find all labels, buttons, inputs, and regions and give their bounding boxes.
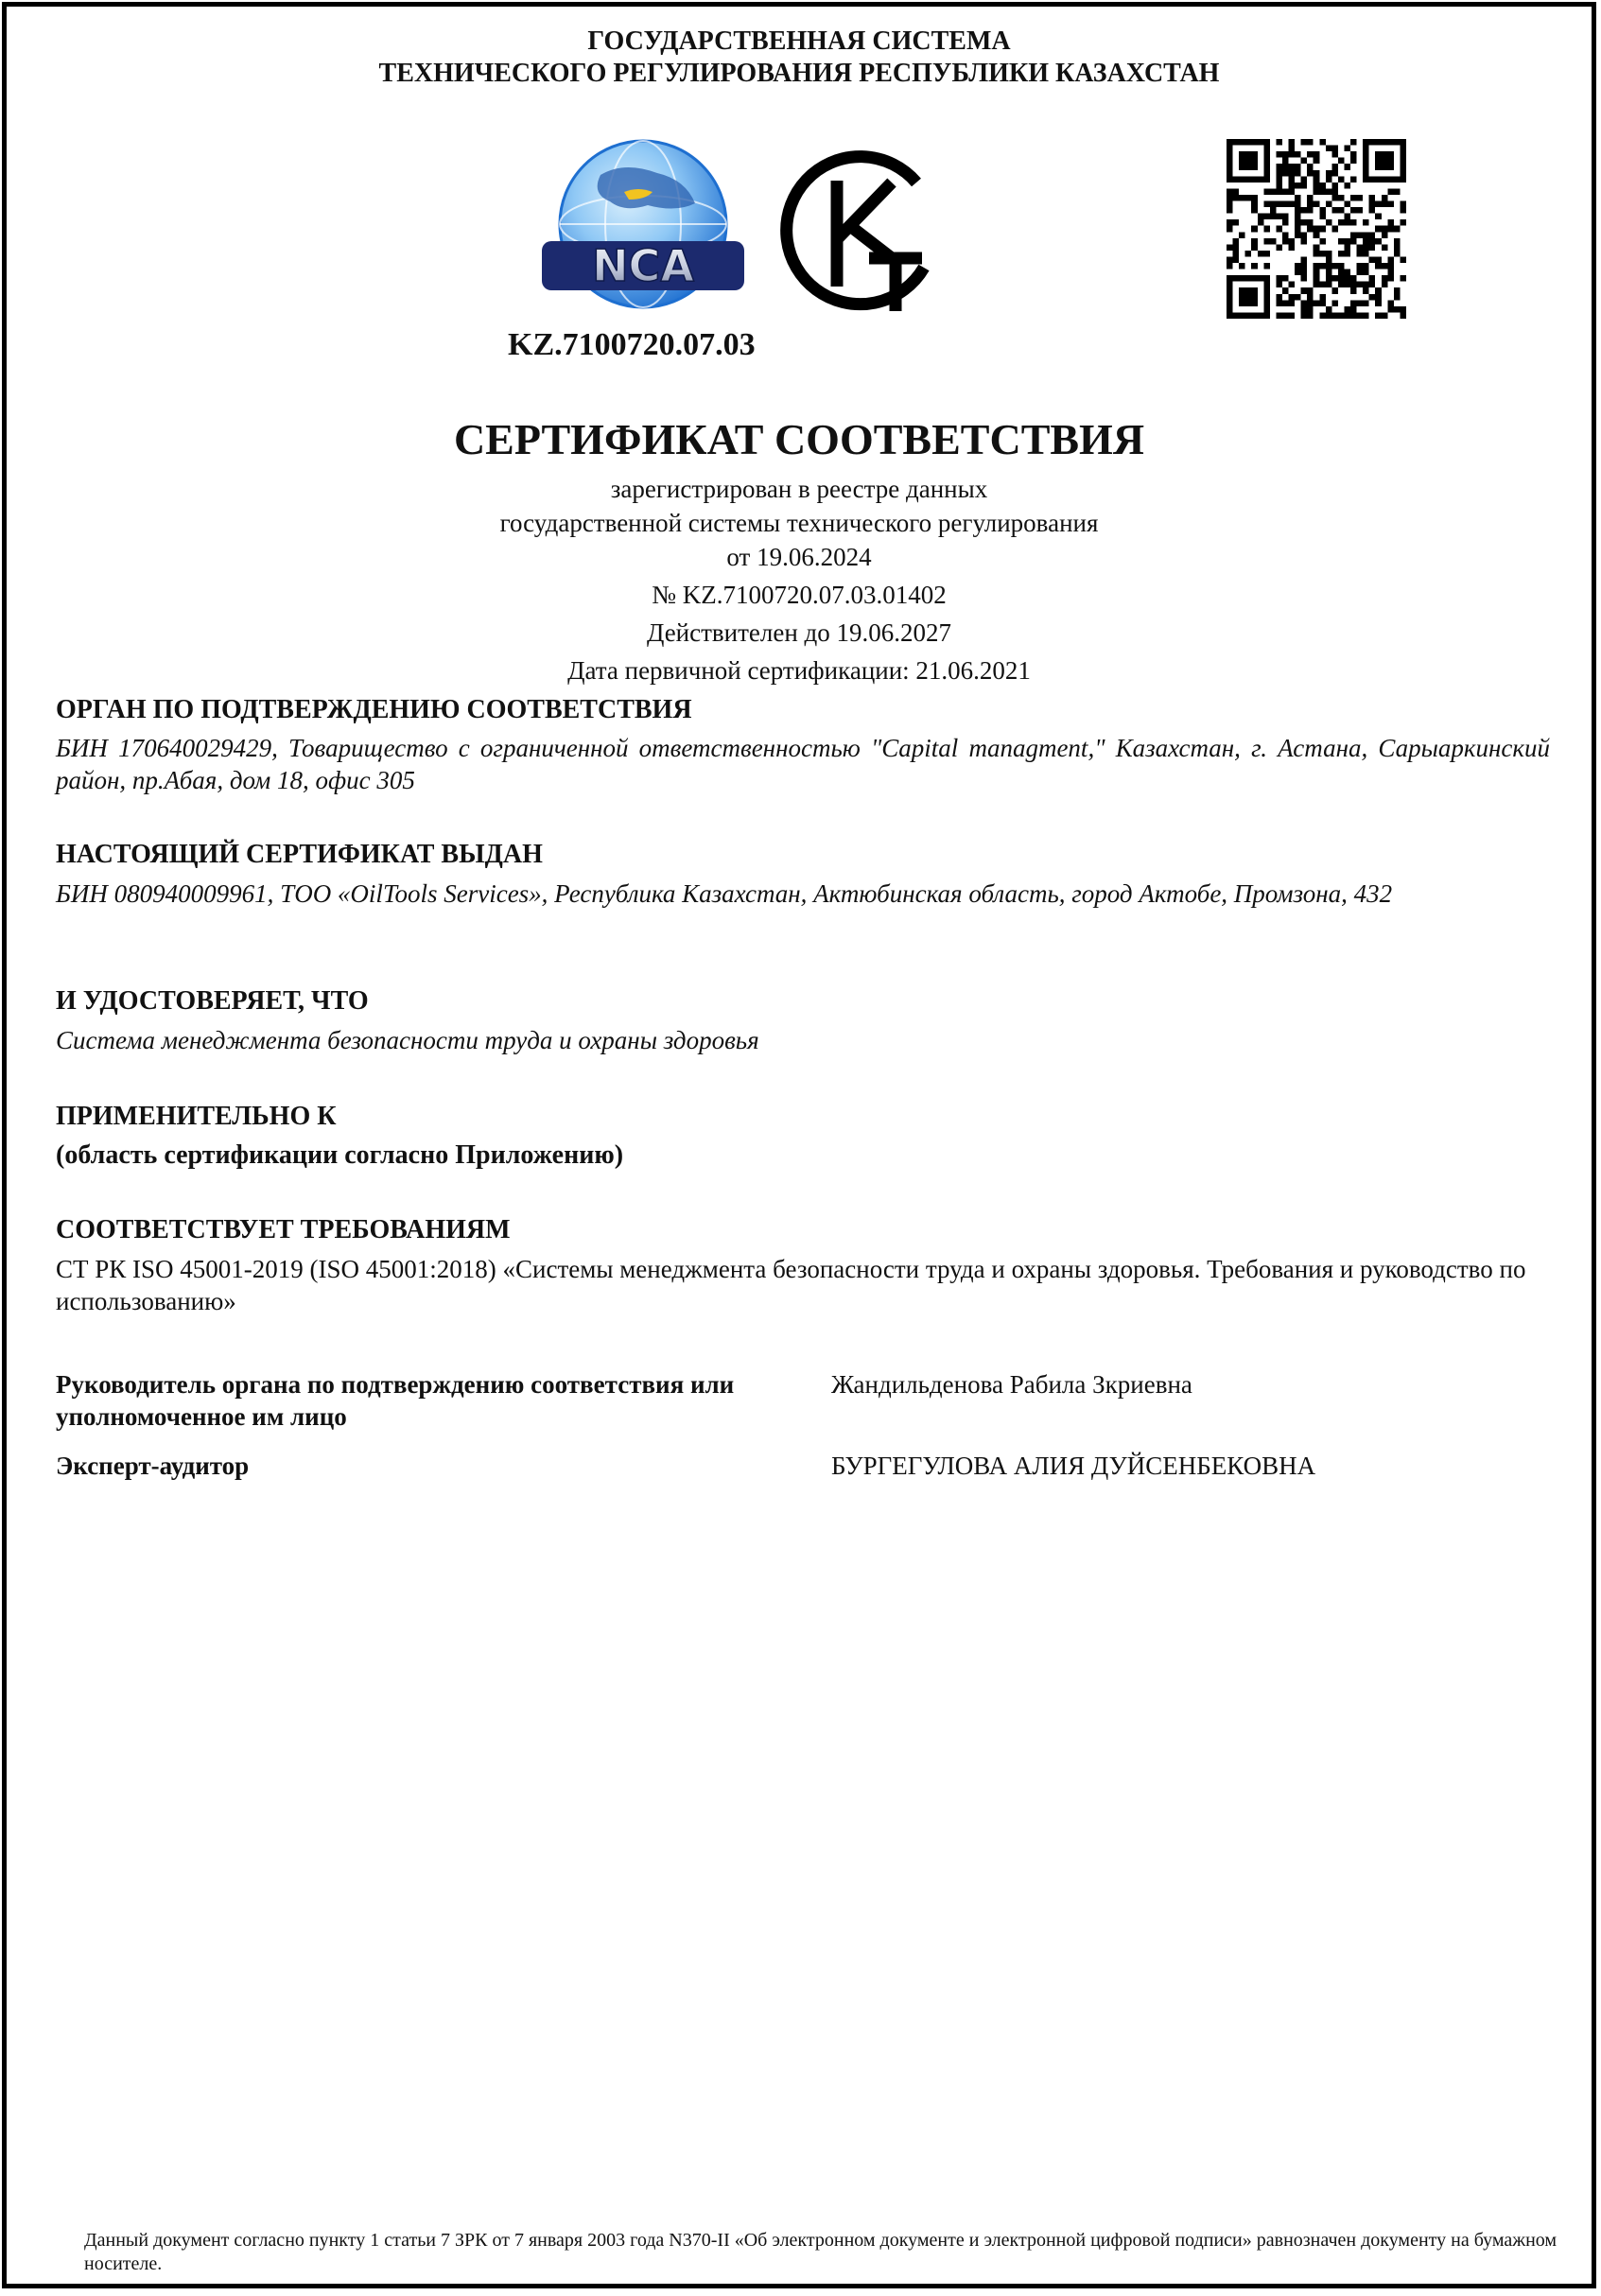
requirements-text: СТ РК ISO 45001-2019 (ISO 45001:2018) «Системы менеджмента безопасности труда и охраны здоровья. Требования и руководство по использованию» [56, 1255, 1526, 1315]
issued-text: БИН 080940009961, ТОО «OilTools Services», Республика Казахстан, Актюбинская область, город Актобе, Промзона, 432 [56, 879, 1393, 908]
header-line-2: ТЕХНИЧЕСКОГО РЕГУЛИРОВАНИЯ РЕСПУБЛИКИ КАЗАХСТАН [378, 59, 1220, 88]
certificate-page [2, 2, 1596, 2288]
head-signature-label: Руководитель органа по подтверждению соответствия или уполномоченное им лицо [56, 1370, 735, 1431]
registration-date: от 19.06.2024 [726, 543, 872, 571]
qr-code-icon [1227, 139, 1406, 319]
applicable-text: (область сертификации согласно Приложению) [56, 1140, 624, 1170]
nca-globe-logo-icon [534, 137, 752, 326]
organ-heading: ОРГАН ПО ПОДТВЕРЖДЕНИЮ СООТВЕТСТВИЯ [56, 695, 692, 724]
applicable-heading: ПРИМЕНИТЕЛЬНО К [56, 1102, 337, 1131]
issued-heading: НАСТОЯЩИЙ СЕРТИФИКАТ ВЫДАН [56, 840, 543, 869]
certificate-number: № KZ.7100720.07.03.01402 [652, 581, 947, 609]
head-signature-name: Жандильденова Рабила Зкриевна [831, 1370, 1192, 1399]
kz-conformity-mark-icon [774, 145, 941, 317]
header-line-1: ГОСУДАРСТВЕННАЯ СИСТЕМА [587, 26, 1011, 56]
first-certification-date: Дата первичной сертификации: 21.06.2021 [567, 656, 1031, 685]
registered-line-2: государственной системы технического регулирования [499, 509, 1099, 537]
registered-line-1: зарегистрирован в реестре данных [610, 475, 988, 503]
auditor-name: БУРГЕГУЛОВА АЛИЯ ДУЙСЕНБЕКОВНА [831, 1452, 1316, 1480]
requirements-heading: СООТВЕТСТВУЕТ ТРЕБОВАНИЯМ [56, 1215, 511, 1244]
organ-text: БИН 170640029429, Товарищество с ограниченной ответственностью "Capital managment," Казахстан, г. Астана, Сарыаркинский район, пр.Абая, дом 18, офис 305 [56, 734, 1550, 794]
registration-code: KZ.7100720.07.03 [508, 327, 756, 362]
nca-logo-text: NCA [592, 240, 694, 291]
certifies-heading: И УДОСТОВЕРЯЕТ, ЧТО [56, 986, 369, 1016]
certifies-text: Система менеджмента безопасности труда и охраны здоровья [56, 1026, 759, 1054]
valid-until: Действителен до 19.06.2027 [646, 618, 952, 647]
certificate-title: СЕРТИФИКАТ СООТВЕТСТВИЯ [453, 415, 1145, 463]
auditor-label: Эксперт-аудитор [56, 1452, 250, 1480]
legal-footer-note: Данный документ согласно пункту 1 статьи 7 ЗРК от 7 января 2003 года N370-II «Об электронном документе и электронной цифровой подписи» равнозначен документу на бумажном носителе. [84, 2230, 1557, 2274]
